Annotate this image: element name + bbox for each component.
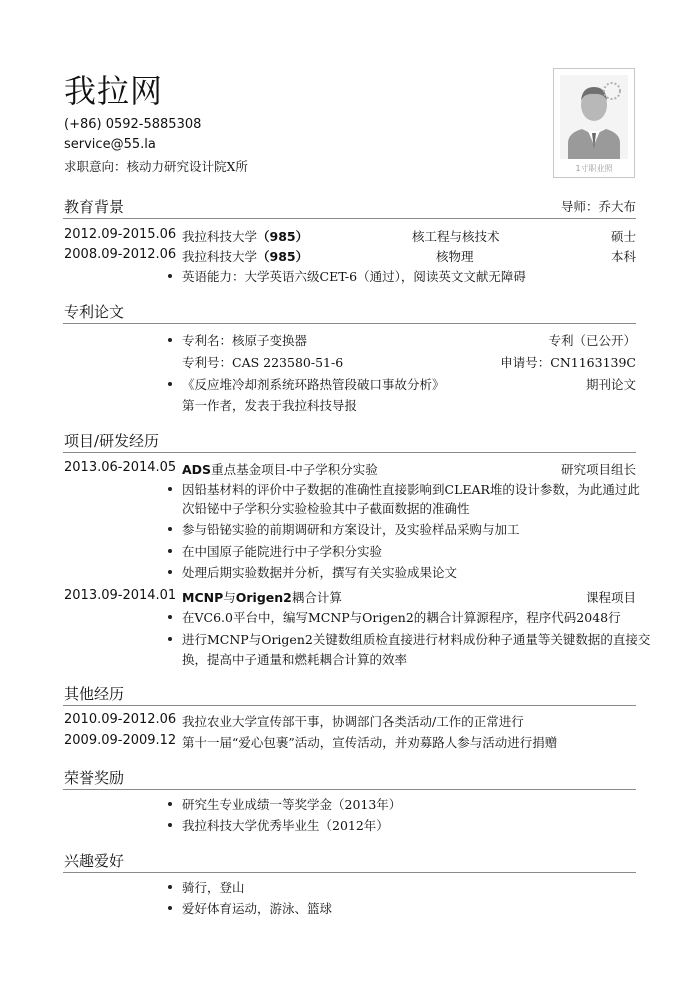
bullet [168,823,172,827]
hobby-1: 骑行，登山 [182,880,245,895]
project-1-bullet-4: 处理后期实验数据并分析，撰写有关实验成果论文 [182,565,458,580]
project-2-bullet-2: 进行MCNP与Origen2关键数组质检直接进行材料成份种子通量等关键数据的直接交 [182,632,651,647]
project-role-1: 研究项目组长 [560,462,636,477]
edu-major-2: 核物理 [436,249,474,264]
edu-date-1: 2012.09-2015.06 [64,227,177,242]
section-divider [63,872,636,873]
project-name-2: MCNP与Origen2耦合计算 [182,590,342,605]
project-1-bullet-1: 因铅基材料的评价中子数据的准确性直接影响到CLEAR堆的设计参数，为此通过此 [182,482,640,497]
project-1-bullet-2: 参与铅铋实验的前期调研和方案设计，及实验样品采购与加工 [182,522,520,537]
bullet [168,274,172,278]
bullet [168,637,172,641]
person-silhouette-icon [554,69,634,177]
project-2-bullet-2-cont: 换，提高中子通量和燃耗耦合计算的效率 [182,652,408,667]
project-1-bullet-3: 在中国原子能院进行中子学积分实验 [182,544,383,559]
section-divider [63,323,636,324]
bullet [168,487,172,491]
project-1-bullet-1-cont: 次铅铋中子学积分实验检验其中子截面数据的准确性 [182,501,470,516]
bullet [168,615,172,619]
section-title-other: 其他经历 [64,685,125,703]
edu-degree-2: 本科 [610,249,636,264]
photo-label: 1寸职业照 [575,164,613,173]
bullet [168,570,172,574]
advisor: 导师：乔大布 [560,199,636,214]
project-2-bullet-1: 在VC6.0平台中，编写MCNP与Origen2的耦合计算源程序，程序代码2048行 [182,610,621,625]
section-divider [63,218,636,219]
section-divider [63,452,636,453]
section-title-projects: 项目/研发经历 [64,432,160,450]
section-divider [63,705,636,706]
bullet [168,382,172,386]
bullet [168,906,172,910]
section-title-hobbies: 兴趣爱好 [64,852,125,870]
edu-major-1: 核工程与核技术 [412,229,500,244]
other-text-2: 第十一届“爱心包裹”活动，宣传活动，并劝募路人参与活动进行捐赠 [182,735,558,750]
hobby-2: 爱好体育运动，游泳、篮球 [182,901,333,916]
section-divider [63,789,636,790]
project-name-1: ADS重点基金项目-中子学积分实验 [182,462,378,477]
bullet [168,527,172,531]
paper-note: 第一作者，发表于我拉科技导报 [182,398,358,413]
section-title-honors: 荣誉奖励 [64,769,125,787]
other-date-1: 2010.09-2012.06 [64,712,177,727]
section-title-education: 教育背景 [64,198,125,216]
honor-1: 研究生专业成绩一等奖学金（2013年） [182,797,402,812]
candidate-name: 我拉网 [64,72,164,110]
photo-placeholder [553,68,635,178]
job-objective [64,157,248,175]
email-address: service@55.la [64,137,156,152]
bullet [168,549,172,553]
application-number: 申请号：CN1163139C [500,355,636,370]
project-date-2: 2013.09-2014.01 [64,588,177,603]
phone-number: (+86) 0592-5885308 [64,117,202,132]
other-date-2: 2009.09-2009.12 [64,733,177,748]
project-date-1: 2013.06-2014.05 [64,460,177,475]
bullet [168,885,172,889]
edu-date-2: 2008.09-2012.06 [64,247,177,262]
english-ability: 英语能力：大学英语六级CET-6（通过），阅读英文文献无障碍 [182,269,526,284]
paper-title: 《反应堆冷却剂系统环路热管段破口事故分析》 [182,377,445,392]
edu-school-1: 我拉科技大学（985） [182,229,309,244]
patent-status: 专利（已公开） [548,333,636,348]
section-title-patents: 专利论文 [64,303,125,321]
edu-school-2: 我拉科技大学（985） [182,249,309,264]
paper-type: 期刊论文 [585,377,636,392]
patent-number: 专利号：CAS 223580-51-6 [182,355,344,370]
edu-degree-1: 硕士 [610,229,636,244]
objective-value: 核动力研究设计院X所 [126,159,248,174]
honor-2: 我拉科技大学优秀毕业生（2012年） [182,818,389,833]
project-role-2: 课程项目 [585,590,636,605]
bullet [168,338,172,342]
patent-name: 专利名：核原子变换器 [182,333,308,348]
objective-label: 求职意向： [64,159,127,174]
other-text-1: 我拉农业大学宣传部干事，协调部门各类活动/工作的正常进行 [182,714,524,729]
bullet [168,802,172,806]
